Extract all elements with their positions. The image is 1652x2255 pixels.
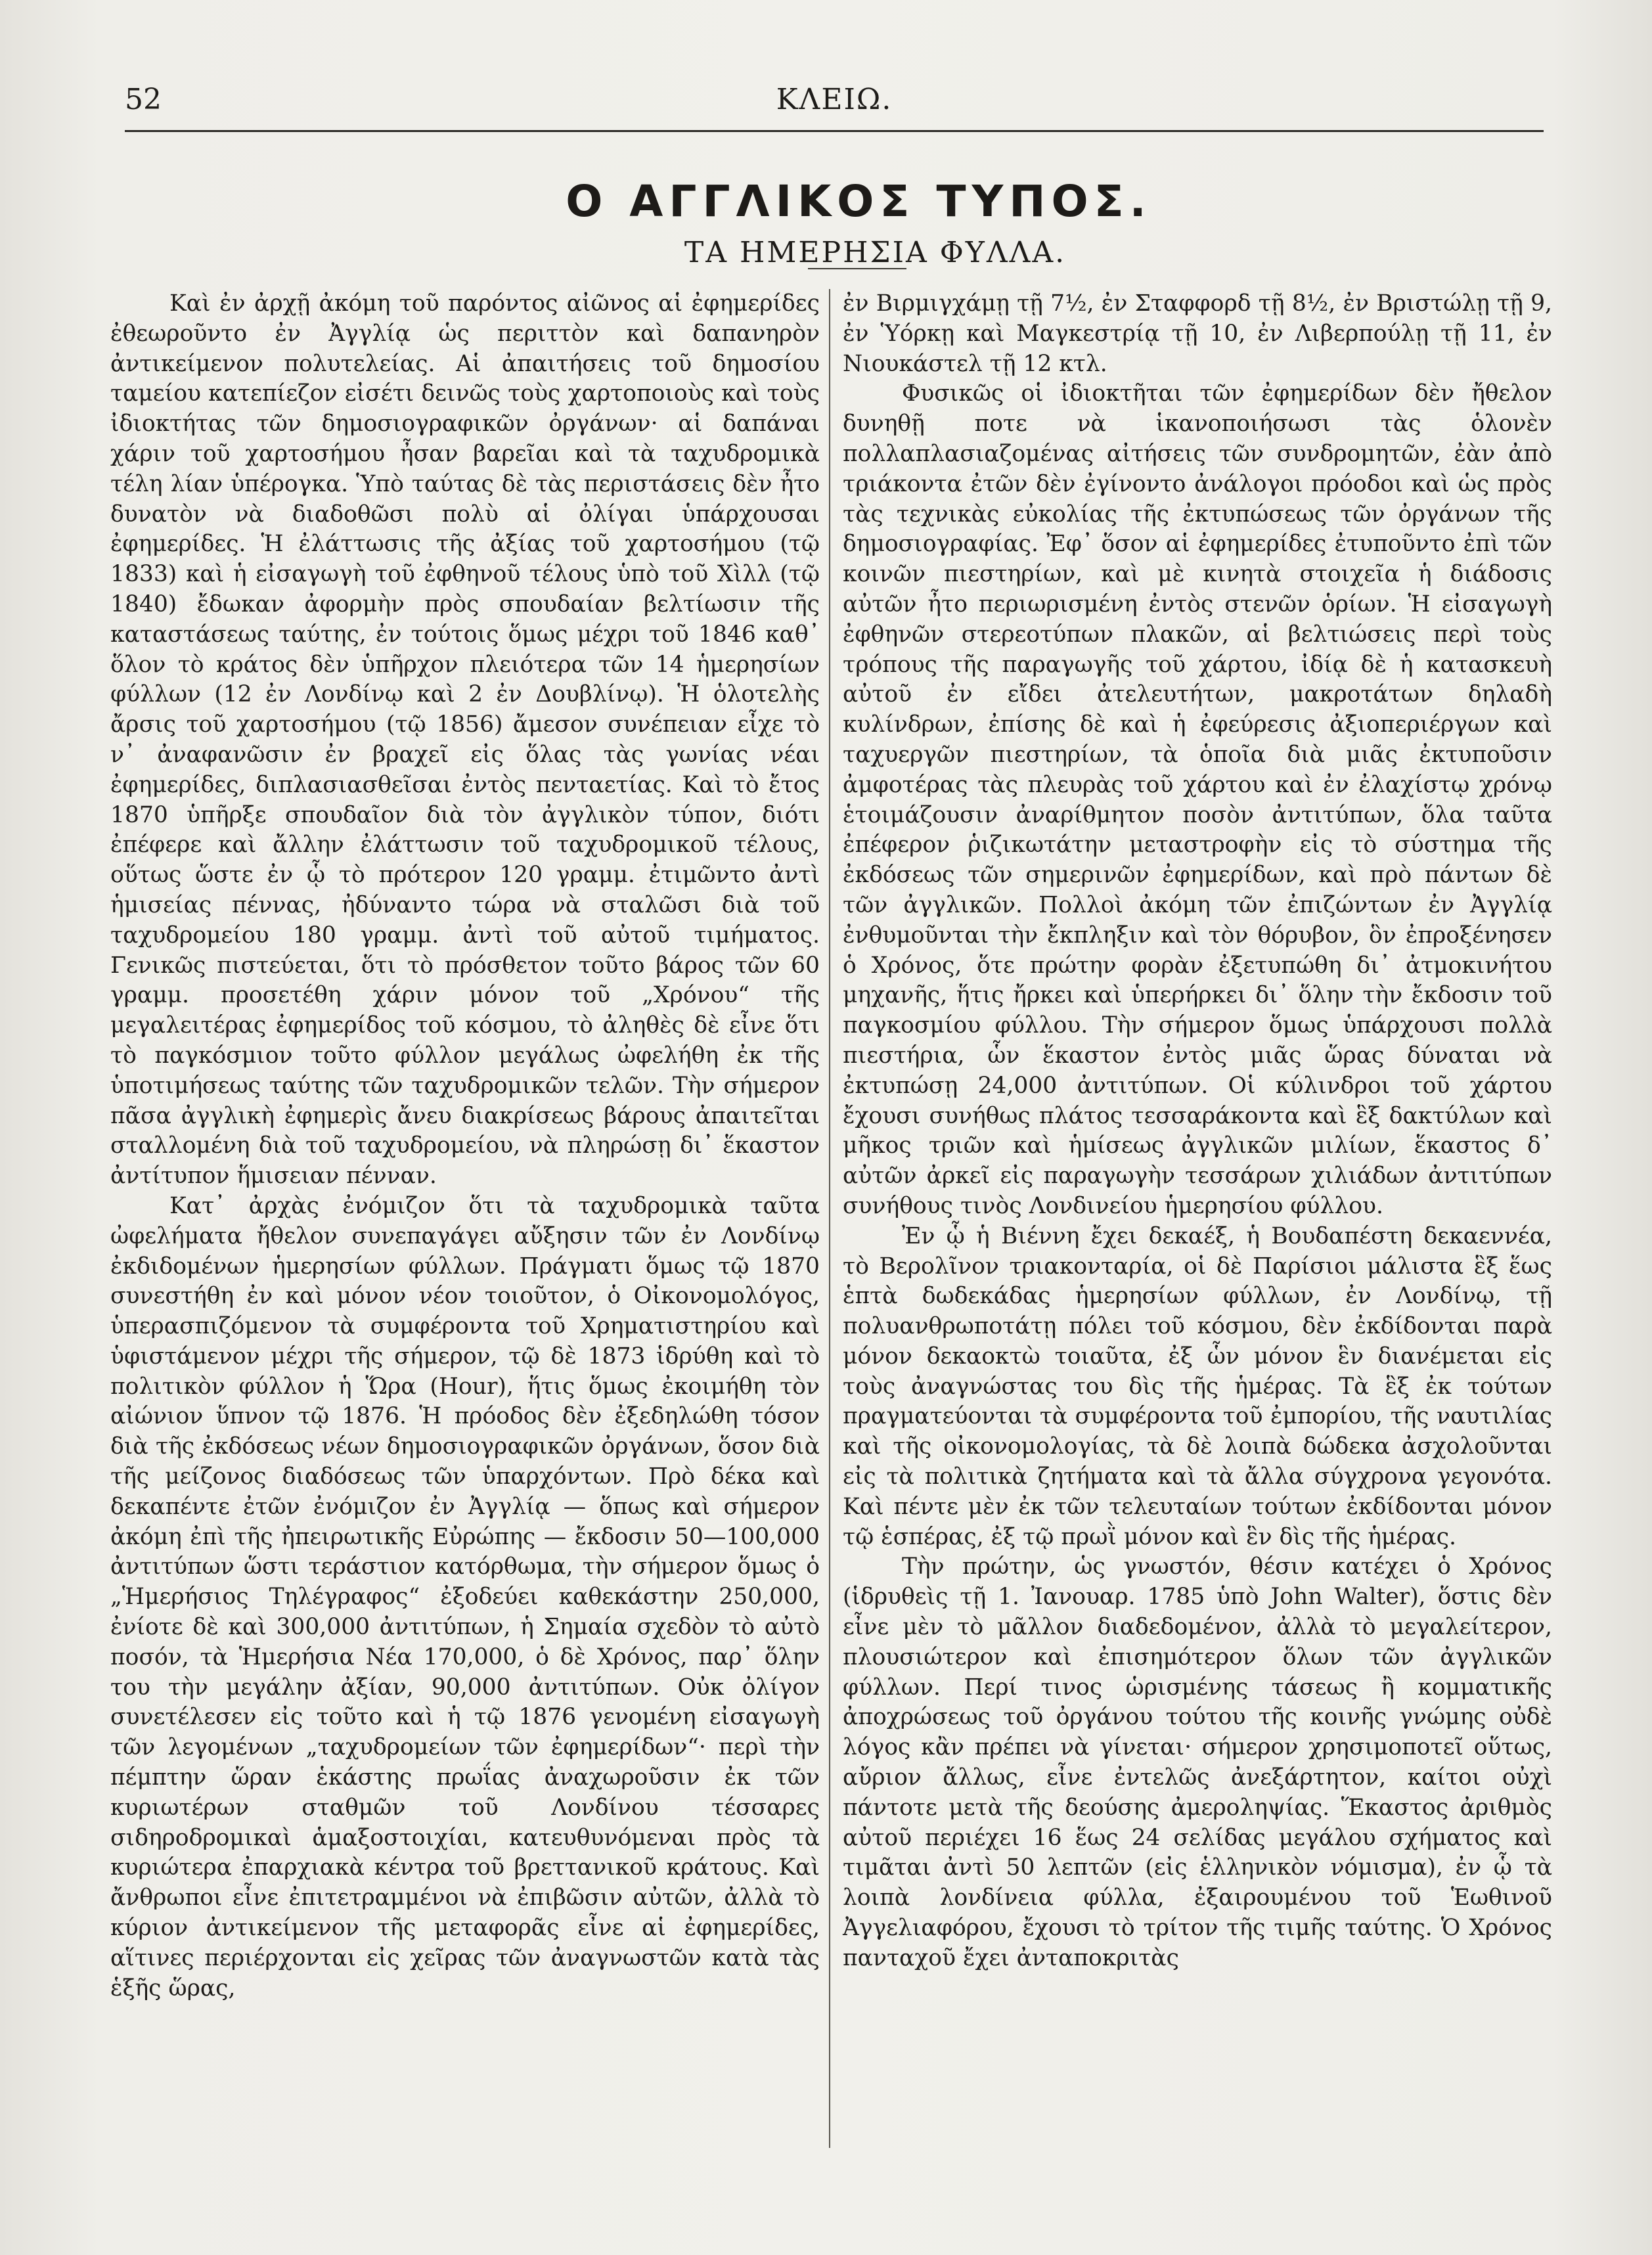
paragraph: Φυσικῶς οἱ ἰδιοκτῆται τῶν ἐφημερίδων δὲν ἤθελον δυνηθῇ ποτε νὰ ἱκανοποιήσωσι τὰς ὁλονὲν πολλαπλασιαζομένας αἰτήσεις τῶν συνδρομητῶν, ἐὰν ἀπὸ τριάκοντα ἐτῶν δὲν ἐγίνοντο ἀνάλογοι πρόοδοι καὶ ὡς πρὸς τὰς τεχνικὰς εὐκολίας τῆς ἐκτυπώσεως τῶν ὀργάνων τῆς δημοσιογραφίας. Ἐφ᾽ ὅσον αἱ ἐφημερίδες ἐτυποῦντο ἐπὶ τῶν κοινῶν πιεστηρίων, καὶ μὲ κινητὰ στοιχεῖα ἡ διάδοσις αὐτῶν ἦτο περιωρισμένη ἐντὸς στενῶν ὁρίων. Ἡ εἰσαγωγὴ ἐφθηνῶν στερεοτύπων πλακῶν, αἱ βελτιώσεις περὶ τοὺς τρόπους τῆς παραγωγῆς τοῦ χάρτου, ἰδίᾳ δὲ ἡ κατασκευὴ αὐτοῦ ἐν εἴδει ἀτελευτήτων, μακροτάτων δηλαδὴ κυλίνδρων, ἐπίσης δὲ καὶ ἡ ἐφεύρεσις ἀξιοπεριέργων καὶ ταχυεργῶν πιεστηρίων, τὰ ὁποῖα διὰ μιᾶς ἐκτυποῦσιν ἀμφοτέρας τὰς πλευρὰς τοῦ χάρτου καὶ ἐν ἐλαχίστῳ χρόνῳ ἑτοιμάζουσιν ἀναρίθμητον ποσὸν ἀντιτύπων, ὅλα ταῦτα ἐπέφερον ῥιζικωτάτην μεταστροφὴν εἰς τὸ σύστημα τῆς ἐκδόσεως τῶν σημερινῶν ἐφημερίδων, καὶ πρὸ πάντων δὲ τῶν ἀγγλικῶν. Πολλοὶ ἀκόμη τῶν ἐπιζώντων ἐν Ἀγγλίᾳ ἐνθυμοῦνται τὴν ἔκπληξιν καὶ τὸν θόρυβον, ὃν ἐπροξένησεν ὁ Χρόνος, ὅτε πρώτην φορὰν ἐξετυπώθη δι᾽ ἀτμοκινήτου μηχανῆς, ἥτις ἤρκει καὶ ὑπερήρκει δι᾽ ὅλην τὴν ἔκδοσιν τοῦ παγκοσμίου φύλλου. Τὴν σήμερον ὅμως ὑπάρχουσι πολλὰ πιεστήρια, ὧν ἕκαστον ἐντὸς μιᾶς ὥρας δύναται νὰ ἐκτυπώσῃ 24,000 ἀντιτύπων. Οἱ κύλινδροι τοῦ χάρτου ἔχουσι συνήθως πλάτος τεσσαράκοντα καὶ ἓξ δακτύλων καὶ μῆκος τριῶν καὶ ἡμίσεως ἀγγλικῶν μιλίων, ἕκαστος δ᾽ αὐτῶν ἀρκεῖ εἰς παραγωγὴν τεσσάρων χιλιάδων ἀντιτύπων συνήθους τινὸς Λονδινείου ἡμερησίου φύλλου. [843, 380, 1552, 1219]
left-column [110, 289, 820, 2003]
column-divider [829, 289, 830, 2148]
paragraph: Τὴν πρώτην, ὡς γνωστόν, θέσιν κατέχει ὁ Χρόνος (ἱδρυθεὶς τῇ 1. Ἰανουαρ. 1785 ὑπὸ John Walter), ὅστις δὲν εἶνε μὲν τὸ μᾶλλον διαδεδομένον, ἀλλὰ τὸ μεγαλείτερον, πλουσιώτερον καὶ ἐπισημότερον ὅλων τῶν ἀγγλικῶν φύλλων. Περί τινος ὡρισμένης τάσεως ἢ κομματικῆς ἀποχρώσεως τοῦ ὀργάνου τούτου τῆς κοινῆς γνώμης οὐδὲ λόγος κἂν πρέπει νὰ γίνεται· σήμερον χρησιμοποτεῖ οὕτως, αὔριον ἄλλως, εἶνε ἐντελῶς ἀνεξάρτητον, καίτοι οὐχὶ πάντοτε μετὰ τῆς δεούσης ἀμεροληψίας. Ἕκαστος ἀριθμὸς αὐτοῦ περιέχει 16 ἕως 24 σελίδας μεγάλου σχήματος καὶ τιμᾶται ἀντὶ 50 λεπτῶν (εἰς ἑλληνικὸν νόμισμα), ἐν ᾧ τὰ λοιπὰ λονδίνεια φύλλα, ἐξαιρουμένου τοῦ Ἑωθινοῦ Ἀγγελιαφόρου, ἔχουσι τὸ τρίτον τῆς τιμῆς ταύτης. Ὁ Χρόνος πανταχοῦ ἔχει ἀνταποκριτὰς [843, 1553, 1552, 1971]
paragraph: Ἐν ᾧ ἡ Βιέννη ἔχει δεκαέξ, ἡ Βουδαπέστη δεκαεννέα, τὸ Βερολῖνον τριακονταρία, οἱ δὲ Παρίσιοι μάλιστα ἓξ ἕως ἑπτὰ δωδεκάδας ἡμερησίων φύλλων, ἐν Λονδίνῳ, τῇ πολυανθρωποτάτῃ πόλει τοῦ κόσμου, δὲν ἐκδίδονται παρὰ μόνον δεκαοκτὼ τοιαῦτα, ἐξ ὧν μόνον ἓν διανέμεται εἰς τοὺς ἀναγνώστας του δὶς τῆς ἡμέρας. Τὰ ἓξ ἐκ τούτων πραγματεύονται τὰ συμφέροντα τοῦ ἐμπορίου, τῆς ναυτιλίας καὶ τῆς οἰκονομολογίας, τὰ δὲ λοιπὰ δώδεκα ἀσχολοῦνται εἰς τὰ πολιτικὰ ζητήματα καὶ τὰ ἄλλα σύγχρονα γεγονότα. Καὶ πέντε μὲν ἐκ τῶν τελευταίων τούτων ἐκδίδονται μόνον τῷ ἑσπέρας, ἐξ τῷ πρωῒ μόνον καὶ ἓν δὶς τῆς ἡμέρας. [843, 1222, 1552, 1550]
running-header [125, 78, 1544, 132]
paragraph: Κατ᾽ ἀρχὰς ἐνόμιζον ὅτι τὰ ταχυδρομικὰ ταῦτα ὠφελήματα ἤθελον συνεπαγάγει αὔξησιν τῶν ἐν Λονδίνῳ ἐκδιδομένων ἡμερησίων φύλλων. Πράγματι ὅμως τῷ 1870 συνεστήθη ἐν καὶ μόνον νέον τοιοῦτον, ὁ Οἰκονομολόγος, ὑπερασπιζόμενον τὰ συμφέροντα τοῦ Χρηματιστηρίου καὶ ὑφιστάμενον μέχρι τῆς σήμερον, τῷ δὲ 1873 ἱδρύθη καὶ τὸ πολιτικὸν φύλλον ἡ Ὥρα (Hour), ἥτις ὅμως ἐκοιμήθη τὸν αἰώνιον ὕπνον τῷ 1876. Ἡ πρόοδος δὲν ἐξεδηλώθη τόσον διὰ τῆς ἐκδόσεως νέων δημοσιογραφικῶν ὀργάνων, ὅσον διὰ τῆς μείζονος διαδόσεως τῶν ὑπαρχόντων. Πρὸ δέκα καὶ δεκαπέντε ἐτῶν ἐνόμιζον ἐν Ἀγγλίᾳ — ὅπως καὶ σήμερον ἀκόμη ἐπὶ τῆς ἠπειρωτικῆς Εὐρώπης — ἔκδοσιν 50—100,000 ἀντιτύπων ὥστι τεράστιον κατόρθωμα, τὴν σήμερον ὅμως ὁ „Ἡμερήσιος Τηλέγραφος“ ἐξοδεύει καθεκάστην 250,000, ἐνίοτε δὲ καὶ 300,000 ἀντιτύπων, ἡ Σημαία σχεδὸν τὸ αὐτὸ ποσόν, τὰ Ἡμερήσια Νέα 170,000, ὁ δὲ Χρόνος, παρ᾽ ὅλην του τὴν μεγάλην ἀξίαν, 90,000 ἀντιτύπων. Οὐκ ὀλίγον συνετέλεσεν εἰς τοῦτο καὶ ἡ τῷ 1876 γενομένη εἰσαγωγὴ τῶν λεγομένων „ταχυδρομείων τῶν ἐφημερίδων“· περὶ τὴν πέμπτην ὥραν ἑκάστης πρωΐας ἀναχωροῦσιν ἐκ τῶν κυριωτέρων σταθμῶν τοῦ Λονδίνου τέσσαρες σιδηροδρομικαὶ ἁμαξοστοιχίαι, κατευθυνόμεναι πρὸς τὰ κυριώτερα ἐπαρχιακὰ κέντρα τοῦ βρεττανικοῦ κράτους. Καὶ ἄνθρωποι εἶνε ἐπιτετραμμένοι νὰ ἐπιβῶσιν αὐτῶν, ἀλλὰ τὸ κύριον ἀντικείμενον τῆς μεταφορᾶς εἶνε αἱ ἐφημερίδες, αἵτινες περιέρχονται εἰς χεῖρας τῶν ἀναγνωστῶν κατὰ τὰς ἑξῆς ὥρας, [110, 1192, 820, 2001]
article-subtitle: ΤΑ ΗΜΕΡΗΣΙΑ ΦΥΛΛΑ. [684, 236, 1067, 269]
paragraph: Καὶ ἐν ἀρχῇ ἀκόμη τοῦ παρόντος αἰῶνος αἱ ἐφημερίδες ἐθεωροῦντο ἐν Ἀγγλίᾳ ὡς περιττὸν καὶ δαπανηρὸν ἀντικείμενον πολυτελείας. Αἱ ἀπαιτήσεις τοῦ δημοσίου ταμείου κατεπίεζον εἰσέτι δεινῶς τοὺς χαρτοποιοὺς καὶ τοὺς ἰδιοκτήτας τῶν δημοσιογραφικῶν ὀργάνων· αἱ δαπάναι χάριν τοῦ χαρτοσήμου ἦσαν βαρεῖαι καὶ τὰ ταχυδρομικὰ τέλη λίαν ὑπέρογκα. Ὑπὸ ταύτας δὲ τὰς περιστάσεις δὲν ἦτο δυνατὸν νὰ διαδοθῶσι πολὺ αἱ ὀλίγαι ὑπάρχουσαι ἐφημερίδες. Ἡ ἐλάττωσις τῆς ἀξίας τοῦ χαρτοσήμου (τῷ 1833) καὶ ἡ εἰσαγωγὴ τοῦ ἐφθηνοῦ τέλους ὑπὸ τοῦ Χὶλλ (τῷ 1840) ἔδωκαν ἀφορμὴν πρὸς σπουδαίαν βελτίωσιν τῆς καταστάσεως ταύτης, ἐν τούτοις ὅμως μέχρι τοῦ 1846 καθ᾽ ὅλον τὸ κράτος δὲν ὑπῆρχον πλειότερα τῶν 14 ἡμερησίων φύλλων (12 ἐν Λονδίνῳ καὶ 2 ἐν Δουβλίνῳ). Ἡ ὁλοτελὴς ἄρσις τοῦ χαρτοσήμου (τῷ 1856) ἄμεσον συνέπειαν εἶχε τὸ ν᾽ ἀναφανῶσιν ἐν βραχεῖ εἰς ὅλας τὰς γωνίας νέαι ἐφημερίδες, διπλασιασθεῖσαι ἐντὸς πενταετίας. Καὶ τὸ ἔτος 1870 ὑπῆρξε σπουδαῖον διὰ τὸν ἀγγλικὸν τύπον, διότι ἐπέφερε καὶ ἄλλην ἐλάττωσιν τοῦ ταχυδρομικοῦ τέλους, οὕτως ὥστε ἐν ᾧ τὸ πρότερον 120 γραμμ. ἐτιμῶντο ἀντὶ ἡμισείας πέννας, ἠδύναντο τώρα νὰ σταλῶσι διὰ τοῦ ταχυδρομείου 180 γραμμ. ἀντὶ τοῦ αὐτοῦ τιμήματος. Γενικῶς πιστεύεται, ὅτι τὸ πρόσθετον τοῦτο βάρος τῶν 60 γραμμ. προσετέθη χάριν μόνον τοῦ „Χρόνου“ τῆς μεγαλειτέρας ἐφημερίδος τοῦ κόσμου, τὸ ἀληθὲς δὲ εἶνε ὅτι τὸ παγκόσμιον τοῦτο φύλλον μεγάλως ὠφελήθη ἐκ τῆς ὑποτιμήσεως ταύτης τῶν ταχυδρομικῶν τελῶν. Τὴν σήμερον πᾶσα ἀγγλικὴ ἐφημερὶς ἄνευ διακρίσεως βάρους ἀπαιτεῖται σταλλομένη διὰ τοῦ ταχυδρομείου, νὰ πληρώσῃ δι᾽ ἕκαστον ἀντίτυπον ἥμισειαν πένναν. [110, 290, 820, 1190]
paragraph: ἐν Βιρμιγχάμῃ τῇ 7½, ἐν Σταφφορδ τῇ 8½, ἐν Βριστώλῃ τῇ 9, ἐν Ὑόρκῃ καὶ Μαγκεστρίᾳ τῇ 10, ἐν Λιβερπούλῃ τῇ 11, ἐν Νιουκάστελ τῇ 12 κτλ. [843, 290, 1552, 377]
right-column [843, 289, 1552, 1974]
article-title: Ο ΑΓΓΛΙΚΟΣ ΤΥΠΟΣ. [566, 176, 1152, 227]
journal-title: ΚΛΕΙΩ. [776, 83, 893, 116]
title-ornament-rule [808, 268, 906, 269]
article-heading [0, 176, 1652, 269]
page-number: 52 [125, 83, 162, 116]
